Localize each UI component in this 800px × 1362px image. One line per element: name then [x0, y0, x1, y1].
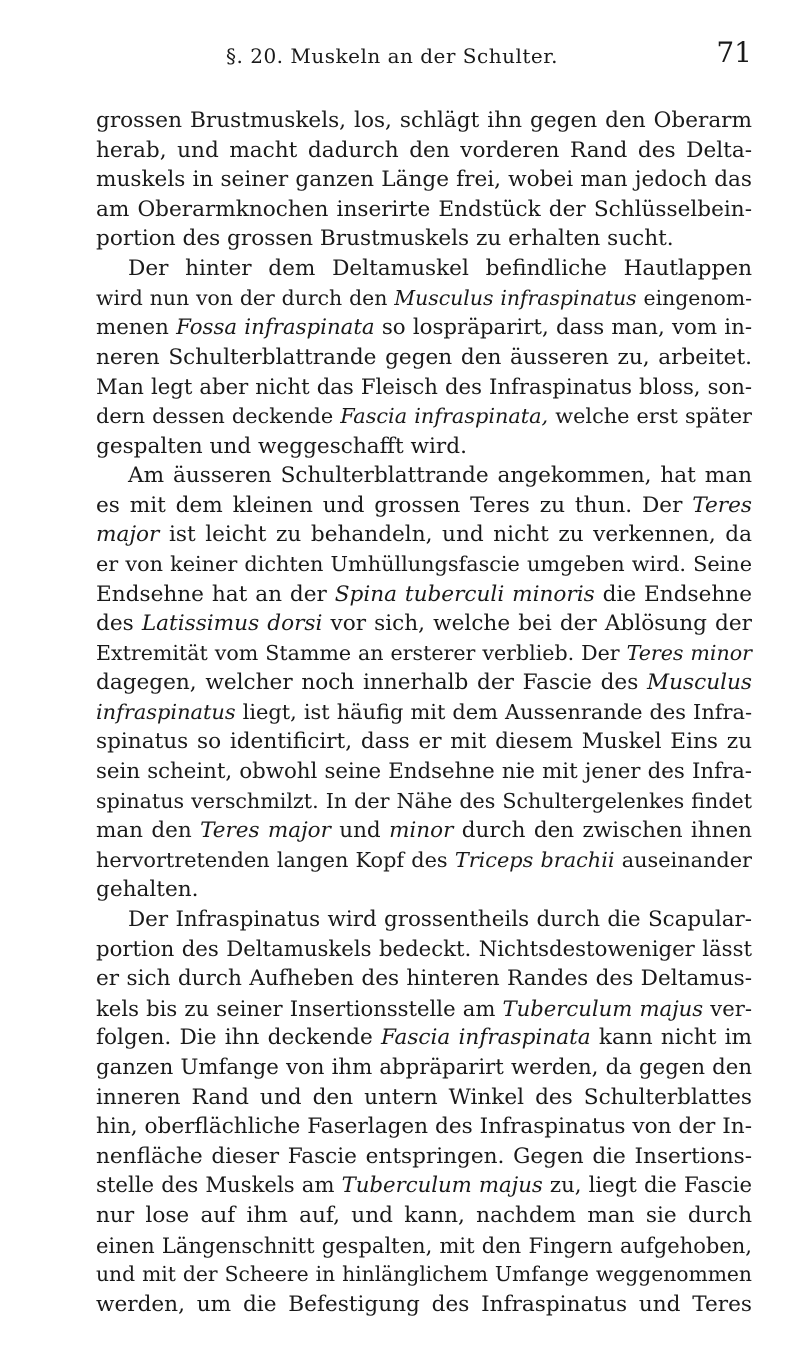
text-segment: Extremität vom Stamme an ersterer verblieb. Der: [96, 640, 627, 665]
text-segment: vor sich, welche bei der Ablösung der: [322, 611, 752, 637]
text-segment: neren Schulterblattrande gegen den äusseren zu, arbeitet.: [96, 344, 752, 370]
text-segment: zu, liegt die Fascie: [542, 1173, 752, 1199]
text-segment: eingenom-: [636, 285, 752, 310]
text-line: [96, 165, 752, 195]
text-line: [96, 1053, 752, 1083]
italic-term: Fascia infraspinata,: [340, 403, 549, 428]
text-segment: und: [330, 818, 390, 844]
text-segment: werden, um die Befestigung des Infraspinatus und Teres: [96, 1291, 752, 1317]
italic-term: Tuberculum majus: [502, 995, 704, 1021]
text-segment: ganzen Umfange von ihm abpräparirt werden, da gegen den: [96, 1055, 752, 1080]
text-segment: Endsehne hat an der: [96, 581, 335, 607]
text-line: [96, 1231, 752, 1261]
text-segment: und mit der Scheere in hinlänglichem Umfange weggenommen: [96, 1262, 752, 1287]
italic-term: Triceps brachii: [454, 847, 615, 872]
text-line: [96, 1142, 752, 1172]
text-line: [96, 491, 752, 521]
text-line: [96, 195, 752, 225]
text-line: [96, 698, 752, 728]
text-segment: Man legt aber nicht das Fleisch des Infraspinatus bloss, son-: [96, 374, 752, 400]
text-line: [96, 964, 752, 994]
text-segment: stelle des Muskels am: [96, 1173, 342, 1199]
text-segment: gehalten.: [96, 877, 199, 903]
italic-term: Musculus infraspinatus: [394, 285, 637, 310]
text-line: [96, 757, 752, 787]
text-segment: dern dessen deckende: [96, 403, 341, 428]
text-line: [96, 1171, 752, 1201]
page-number: 71: [716, 36, 752, 69]
text-segment: die Endsehne: [594, 581, 752, 607]
text-line: [96, 846, 752, 876]
text-segment: Der Infraspinatus wird grossentheils durch die Scapular-: [128, 907, 752, 933]
body-text: [96, 106, 752, 1319]
text-line: [96, 1023, 752, 1053]
text-line: [96, 787, 752, 817]
italic-term: Musculus: [647, 670, 752, 696]
text-line: [96, 639, 752, 669]
text-line: [96, 372, 752, 402]
text-segment: Am äusseren Schulterblattrande angekommen, hat man: [128, 463, 752, 489]
text-line: [96, 1112, 752, 1142]
text-segment: sein scheint, obwohl seine Endsehne nie mit jener des Infra-: [96, 759, 752, 785]
text-line: [96, 668, 752, 698]
text-segment: inneren Rand und den untern Winkel des Schulterblattes: [96, 1084, 752, 1110]
text-line: [96, 402, 752, 432]
text-segment: liegt, ist häufig mit dem Aussenrande des Infra-: [235, 699, 752, 724]
text-line: [96, 935, 752, 965]
text-line: [96, 905, 752, 935]
text-segment: er sich durch Aufheben des hinteren Randes des Deltamus-: [96, 966, 752, 992]
italic-term: Teres: [692, 492, 752, 518]
text-line: [96, 284, 752, 314]
text-line: [96, 1260, 752, 1290]
text-segment: es mit dem kleinen und grossen Teres zu thun. Der: [96, 492, 693, 518]
italic-term: Tuberculum majus: [341, 1173, 543, 1199]
text-segment: nenfläche dieser Fascie entspringen. Gegen die Insertions-: [96, 1143, 752, 1169]
italic-term: infraspinatus: [96, 699, 236, 724]
italic-term: Fossa infraspinata: [176, 315, 375, 341]
text-line: [96, 994, 752, 1024]
text-segment: man den: [96, 818, 201, 844]
text-segment: einen Längenschnitt gespalten, mit den Fingern aufgehoben,: [96, 1232, 752, 1258]
text-segment: so lospräparirt, dass man, vom in-: [374, 315, 753, 341]
text-segment: nur lose auf ihm auf, und kann, nachdem man sie durch: [96, 1202, 752, 1228]
italic-term: Latissimus dorsi: [141, 611, 323, 637]
italic-term: minor: [389, 818, 454, 844]
text-segment: am Oberarmknochen inserirte Endstück der Schlüsselbein-: [96, 196, 752, 222]
text-line: [96, 106, 752, 136]
italic-term: Teres major: [200, 818, 331, 844]
text-segment: ist leicht zu behandeln, und nicht zu verkennen, da: [159, 522, 752, 548]
text-segment: kels bis zu seiner Insertionsstelle am: [96, 995, 503, 1021]
italic-term: Fascia infraspinata: [380, 1025, 591, 1051]
text-segment: hervortretenden langen Kopf des: [96, 847, 455, 872]
text-line: [96, 461, 752, 491]
text-segment: folgen. Die ihn deckende: [96, 1025, 381, 1051]
text-line: [96, 1201, 752, 1231]
text-segment: auseinander: [614, 847, 752, 872]
text-segment: menen: [96, 315, 177, 341]
text-line: [96, 727, 752, 757]
text-line: [96, 1083, 752, 1113]
text-segment: welche erst später: [548, 403, 752, 428]
text-line: [96, 136, 752, 166]
text-line: [96, 816, 752, 846]
text-segment: dagegen, welcher noch innerhalb der Fascie des: [96, 670, 647, 696]
text-segment: wird nun von der durch den: [96, 285, 395, 310]
italic-term: Teres minor: [626, 640, 752, 665]
text-segment: kann nicht im: [590, 1025, 752, 1051]
italic-term: Spina tuberculi minoris: [334, 581, 595, 607]
text-segment: spinatus verschmilzt. In der Nähe des Schultergelenkes findet: [96, 788, 752, 813]
text-segment: des: [96, 611, 142, 637]
text-segment: ver-: [703, 995, 752, 1021]
text-line: [96, 609, 752, 639]
text-line: [96, 1290, 752, 1320]
text-line: [96, 580, 752, 610]
text-line: [96, 550, 752, 580]
running-title: §. 20. Muskeln an der Schulter.: [226, 44, 558, 68]
text-segment: er von keiner dichten Umhüllungsfascie umgeben wird. Seine: [96, 551, 752, 576]
text-segment: muskels in seiner ganzen Länge frei, wobei man jedoch das: [96, 167, 752, 193]
text-line: [96, 224, 752, 254]
text-line: [96, 432, 752, 462]
text-line: [96, 254, 752, 284]
text-line: [96, 875, 752, 905]
text-segment: spinatus so identificirt, dass er mit diesem Muskel Eins zu: [96, 729, 752, 755]
text-line: [96, 343, 752, 373]
text-segment: gespalten und weggeschafft wird.: [96, 433, 467, 459]
text-line: [96, 520, 752, 550]
text-segment: Der hinter dem Deltamuskel befindliche Hautlappen: [128, 255, 752, 281]
italic-term: major: [96, 522, 160, 548]
text-segment: portion des grossen Brustmuskels zu erhalten sucht.: [96, 226, 674, 252]
text-segment: durch den zwischen ihnen: [453, 818, 752, 844]
text-segment: grossen Brustmuskels, los, schlägt ihn gegen den Oberarm: [96, 108, 752, 133]
running-head: [96, 36, 752, 80]
text-line: [96, 313, 752, 343]
text-segment: portion des Deltamuskels bedeckt. Nichtsdestoweniger lässt: [96, 936, 752, 962]
text-segment: hin, oberflächliche Faserlagen des Infraspinatus von der In-: [96, 1114, 752, 1140]
text-segment: herab, und macht dadurch den vorderen Rand des Delta-: [96, 137, 752, 163]
